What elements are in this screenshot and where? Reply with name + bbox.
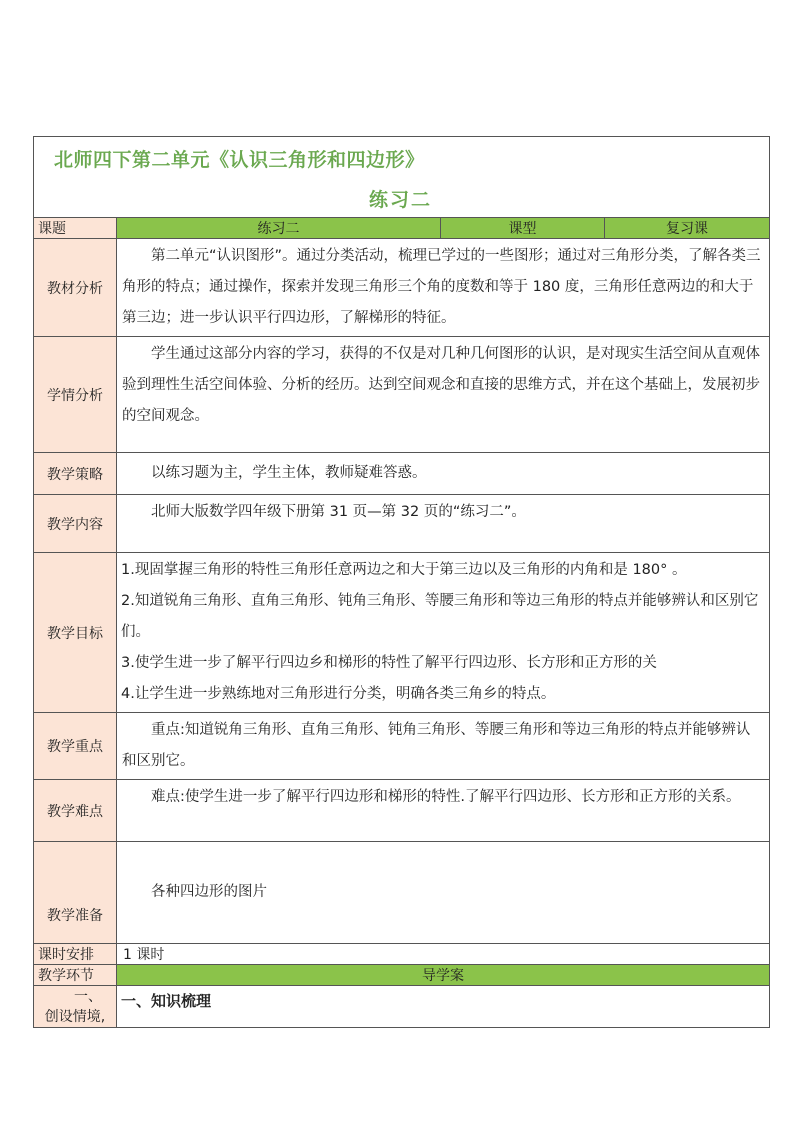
schedule-label: 课时安排 [34, 944, 117, 965]
topic-label: 课题 [34, 218, 117, 239]
stage-value: 导学案 [117, 965, 770, 986]
content-label: 教学内容 [34, 495, 117, 553]
first-stage-label: 一、 创设情境, [34, 986, 117, 1028]
key-points-text: 重点:知道锐角三角形、直角三角形、钝角三角形、等腰三角形和等边三角形的特点并能够辨认和区别它。 [117, 713, 770, 780]
student-analysis-label: 学情分析 [34, 337, 117, 453]
strategy-label: 教学策略 [34, 453, 117, 495]
lesson-type-label: 课型 [441, 218, 605, 239]
student-analysis-text: 学生通过这部分内容的学习，获得的不仅是对几种几何图形的认识，是对现实生活空间从直观体验到理性生活空间体验、分析的经历。达到空间观念和直接的思维方式，并在这个基础上，发展初步的空间观念。 [117, 337, 770, 453]
document-title: 北师四下第二单元《认识三角形和四边形》 [54, 149, 425, 171]
content-text: 北师大版数学四年级下册第 31 页—第 32 页的“练习二”。 [117, 495, 770, 553]
document-subtitle: 练习二 [369, 189, 433, 211]
difficulties-label: 教学难点 [34, 780, 117, 842]
preparation-label: 教学准备 [34, 842, 117, 944]
goals-list [117, 553, 770, 713]
difficulties-text: 难点:使学生进一步了解平行四边形和梯形的特性.了解平行四边形、长方形和正方形的关系。 [117, 780, 770, 842]
preparation-text: 各种四边形的图片 [117, 842, 770, 944]
goal-item: 3.使学生进一步了解平行四边乡和梯形的特性了解平行四边形、长方形和正方形的关 [121, 655, 657, 671]
material-analysis-label: 教材分析 [34, 239, 117, 337]
knowledge-section-heading: 一、知识梳理 [117, 986, 770, 1028]
goal-item: 4.让学生进一步熟练地对三角形进行分类，明确各类三角乡的特点。 [121, 686, 556, 702]
schedule-text: 1 课时 [117, 944, 770, 965]
strategy-text: 以练习题为主，学生主体，教师疑难答惑。 [117, 453, 770, 495]
goal-item: 2.知道锐角三角形、直角三角形、钝角三角形、等腰三角形和等边三角形的特点并能够辨认和区别它们。 [121, 593, 759, 640]
stage-label: 教学环节 [34, 965, 117, 986]
topic-value: 练习二 [117, 218, 441, 239]
key-points-label: 教学重点 [34, 713, 117, 780]
lesson-plan-table [33, 136, 770, 1028]
material-analysis-text: 第二单元“认识图形”。通过分类活动，梳理已学过的一些图形；通过对三角形分类，了解各类三角形的特点；通过操作，探索并发现三角形三个角的度数和等于 180 度，三角形任意两边的和大于第三边；进一步认识平行四边形，了解梯形的特征。 [117, 239, 770, 337]
lesson-type-value: 复习课 [605, 218, 770, 239]
goals-label: 教学目标 [34, 553, 117, 713]
goal-item: 1.现固掌握三角形的特性三角形任意两边之和大于第三边以及三角形的内角和是 180° 。 [121, 562, 687, 578]
title-cell [34, 137, 770, 218]
